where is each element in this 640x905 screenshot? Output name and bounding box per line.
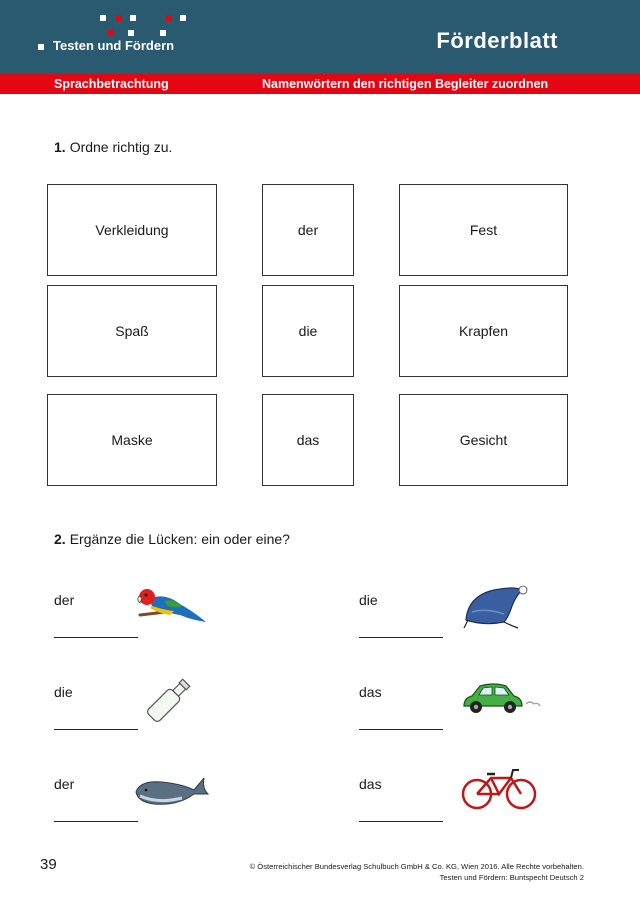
- task-1-number: 1.: [54, 139, 66, 155]
- article-label: das: [359, 684, 382, 700]
- article-box-1[interactable]: der: [262, 184, 354, 276]
- article-box-2[interactable]: die: [262, 285, 354, 377]
- word-box-left-1[interactable]: Verkleidung: [47, 184, 217, 276]
- bottle-icon: [140, 676, 200, 722]
- word-box-right-3[interactable]: Gesicht: [399, 394, 568, 486]
- section-label: Sprachbetrachtung: [54, 77, 169, 91]
- answer-blank[interactable]: [359, 637, 443, 638]
- answer-blank[interactable]: [54, 821, 138, 822]
- word-box-right-2[interactable]: Krapfen: [399, 285, 568, 377]
- task-2-instruction: Ergänze die Lücken: ein oder eine?: [69, 531, 290, 547]
- task-1-instruction: Ordne richtig zu.: [69, 139, 173, 155]
- answer-blank[interactable]: [54, 729, 138, 730]
- article-label: das: [359, 776, 382, 792]
- answer-blank[interactable]: [359, 729, 443, 730]
- page-title: Förderblatt: [436, 28, 558, 53]
- page-number: 39: [40, 856, 57, 873]
- word-box-left-2[interactable]: Spaß: [47, 285, 217, 377]
- word-box-right-1[interactable]: Fest: [399, 184, 568, 276]
- series-notice: Testen und Fördern: Buntspecht Deutsch 2: [439, 873, 584, 882]
- hat-icon: [460, 582, 528, 632]
- task-2-number: 2.: [54, 531, 66, 547]
- logo-text: Testen und Fördern: [53, 38, 175, 53]
- logo-bullet-icon: [38, 44, 44, 50]
- bicycle-icon: [459, 764, 539, 812]
- whale-icon: [134, 770, 210, 810]
- article-box-3[interactable]: das: [262, 394, 354, 486]
- task-2-heading: [54, 531, 290, 547]
- word-box-left-3[interactable]: Maske: [47, 394, 217, 486]
- car-icon: [460, 678, 542, 720]
- article-label: der: [54, 776, 75, 792]
- article-label: der: [54, 592, 75, 608]
- task-1-heading: [54, 139, 172, 155]
- topic-label: Namenwörtern den richtigen Begleiter zuordnen: [262, 77, 549, 91]
- article-label: die: [359, 592, 378, 608]
- header-bar: [0, 0, 640, 74]
- answer-blank[interactable]: [359, 821, 443, 822]
- copyright-notice: © Österreichischer Bundesverlag Schulbuch GmbH & Co. KG, Wien 2016. Alle Rechte vorbehalten.: [249, 862, 584, 871]
- article-label: die: [54, 684, 73, 700]
- parrot-icon: [134, 584, 208, 628]
- answer-blank[interactable]: [54, 637, 138, 638]
